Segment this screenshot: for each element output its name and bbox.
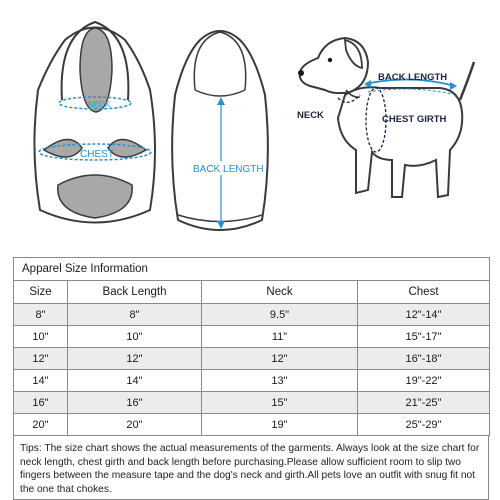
column-header-back-length: Back Length: [68, 281, 202, 304]
cell-back-length: 12": [68, 348, 202, 370]
cell-neck: 11": [202, 326, 358, 348]
cell-size: 16": [14, 392, 68, 414]
table-row: [14, 414, 490, 436]
cell-chest: 21"-25": [358, 392, 490, 414]
hoodie-chest-label: CHEST: [80, 149, 114, 160]
cell-back-length: 8": [68, 304, 202, 326]
cell-chest: 25"-29": [358, 414, 490, 436]
hoodie-back-length-label: BACK LENGTH: [193, 164, 264, 175]
cell-size: 10": [14, 326, 68, 348]
hoodie-neck-tag: NECK: [88, 100, 111, 109]
table-row: [14, 326, 490, 348]
cell-chest: 19"-22": [358, 370, 490, 392]
cell-back-length: 16": [68, 392, 202, 414]
column-header-chest: Chest: [358, 281, 490, 304]
hoodie-back-drawing: [172, 31, 268, 230]
cell-neck: 9.5": [202, 304, 358, 326]
table-row: [14, 370, 490, 392]
cell-neck: 12": [202, 348, 358, 370]
cell-size: 12": [14, 348, 68, 370]
size-table-container: [13, 257, 489, 500]
dog-neck-label: NECK: [297, 110, 324, 121]
column-header-neck: Neck: [202, 281, 358, 304]
cell-size: 8": [14, 304, 68, 326]
dog-back-length-label: BACK LENGTH: [378, 72, 448, 83]
cell-back-length: 20": [68, 414, 202, 436]
cell-chest: 16"-18": [358, 348, 490, 370]
table-row: [14, 348, 490, 370]
table-title: Apparel Size Information: [14, 258, 490, 281]
cell-size: 14": [14, 370, 68, 392]
cell-neck: 19": [202, 414, 358, 436]
cell-size: 20": [14, 414, 68, 436]
size-table: [13, 257, 490, 436]
cell-back-length: 10": [68, 326, 202, 348]
column-header-size: Size: [14, 281, 68, 304]
dog-chest-girth-label: CHEST GIRTH: [382, 114, 447, 125]
table-row: [14, 392, 490, 414]
cell-neck: 13": [202, 370, 358, 392]
cell-chest: 15"-17": [358, 326, 490, 348]
cell-back-length: 14": [68, 370, 202, 392]
cell-chest: 12"-14": [358, 304, 490, 326]
sizing-tips: Tips: The size chart shows the actual measurements of the garments. Always look at the size chart for neck length, chest girth and back length before purchasing.Please allow sufficient room to slip two fingers between the measure tape and the dog's neck and girth.All pets love an outfit with snug fit not the one that chokes.: [13, 436, 489, 500]
cell-neck: 15": [202, 392, 358, 414]
table-row: [14, 304, 490, 326]
hoodie-front-drawing: [34, 22, 155, 223]
